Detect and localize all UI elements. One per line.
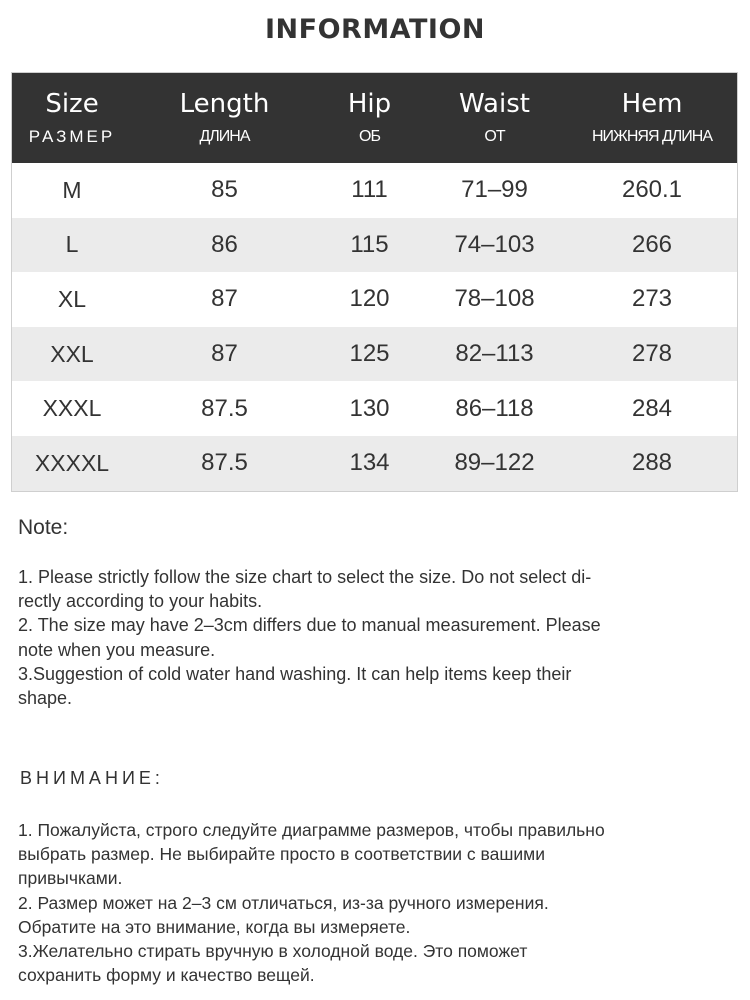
cell-waist: 78–108 <box>454 285 535 313</box>
cell-hip: 130 <box>349 394 390 422</box>
page-title: INFORMATION <box>264 14 485 45</box>
cell-hip: 115 <box>350 230 389 258</box>
cell-waist: 71–99 <box>461 176 528 204</box>
cell-size: M <box>62 176 82 203</box>
cell-waist: 82–113 <box>455 340 534 368</box>
header-hip-ru: ОБ <box>359 128 380 145</box>
note-ru-line: 3.Желательно стирать вручную в холодной воде. Это поможет <box>18 941 528 962</box>
cell-size: L <box>65 231 79 258</box>
note-ru-line: 1. Пожалуйста, строго следуйте диаграмме размеров, чтобы правильно <box>18 820 605 840</box>
cell-waist: 74–103 <box>454 230 535 258</box>
note-line: 1. Please strictly follow the size chart to select the size. Do not select di- <box>18 567 592 587</box>
note-line: note when you measure. <box>18 639 216 660</box>
cell-size: XXXXL <box>34 449 110 476</box>
note-ru-line: Обратите на это внимание, когда вы измеряете. <box>18 916 411 937</box>
cell-hem: 273 <box>631 285 673 313</box>
cell-size: XXXL <box>42 395 102 422</box>
cell-size: XXL <box>50 340 94 367</box>
note-line: shape. <box>18 688 73 709</box>
cell-hem: 278 <box>631 340 673 368</box>
cell-length: 87.5 <box>201 394 248 422</box>
header-size-ru: РАЗМЕР <box>28 127 116 146</box>
header-length <box>132 73 317 163</box>
note-heading: Note: <box>18 516 69 539</box>
table-header <box>12 73 737 163</box>
header-hip-en: Hip <box>347 89 392 119</box>
cell-size: XL <box>57 285 87 312</box>
header-waist-ru: ОТ <box>484 128 505 145</box>
header-waist-en: Waist <box>459 89 530 119</box>
cell-hem: 266 <box>631 230 673 258</box>
cell-length: 87 <box>211 285 238 313</box>
note-ru-line: 2. Размер может на 2–3 см отличаться, из-за ручного измерения. <box>18 892 549 913</box>
header-size <box>12 73 132 163</box>
header-length-en: Length <box>179 89 270 119</box>
size-chart-table <box>11 72 738 492</box>
header-hem-en: Hem <box>621 89 683 119</box>
cell-hem: 260.1 <box>621 176 683 204</box>
cell-hem: 288 <box>631 449 673 477</box>
note-body <box>18 565 718 710</box>
cell-hip: 125 <box>349 340 390 368</box>
note-line: 2. The size may have 2–3cm differs due to manual measurement. Please <box>18 615 601 636</box>
table-row <box>12 218 737 273</box>
cell-length: 86 <box>211 230 238 258</box>
header-hip <box>317 73 422 163</box>
header-size-en: Size <box>45 89 99 119</box>
table-row <box>12 381 737 436</box>
header-length-ru: ДЛИНА <box>199 128 250 145</box>
cell-length: 85 <box>211 176 238 204</box>
table-row <box>12 436 737 491</box>
table-row <box>12 163 737 218</box>
note-ru-line: привычками. <box>18 868 123 889</box>
header-waist <box>422 73 567 163</box>
cell-hip: 120 <box>349 285 390 313</box>
cell-waist: 86–118 <box>455 394 534 422</box>
note-ru-body <box>18 818 728 987</box>
note-line: rectly according to your habits. <box>18 591 263 612</box>
cell-hip: 134 <box>349 449 390 477</box>
table-row <box>12 272 737 327</box>
note-ru-heading: ВНИМАНИЕ: <box>20 768 164 788</box>
table-row <box>12 327 737 382</box>
cell-length: 87.5 <box>201 449 248 477</box>
cell-length: 87 <box>211 340 238 368</box>
cell-waist: 89–122 <box>454 449 535 477</box>
note-ru-line: сохранить форму и качество вещей. <box>18 965 315 986</box>
note-ru-line: выбрать размер. Не выбирайте просто в соответствии с вашими <box>18 844 545 865</box>
cell-hem: 284 <box>631 394 673 422</box>
header-hem <box>567 73 737 163</box>
header-hem-ru: НИЖНЯЯ ДЛИНА <box>592 128 712 145</box>
note-line: 3.Suggestion of cold water hand washing. It can help items keep their <box>18 663 572 684</box>
cell-hip: 111 <box>351 176 388 204</box>
